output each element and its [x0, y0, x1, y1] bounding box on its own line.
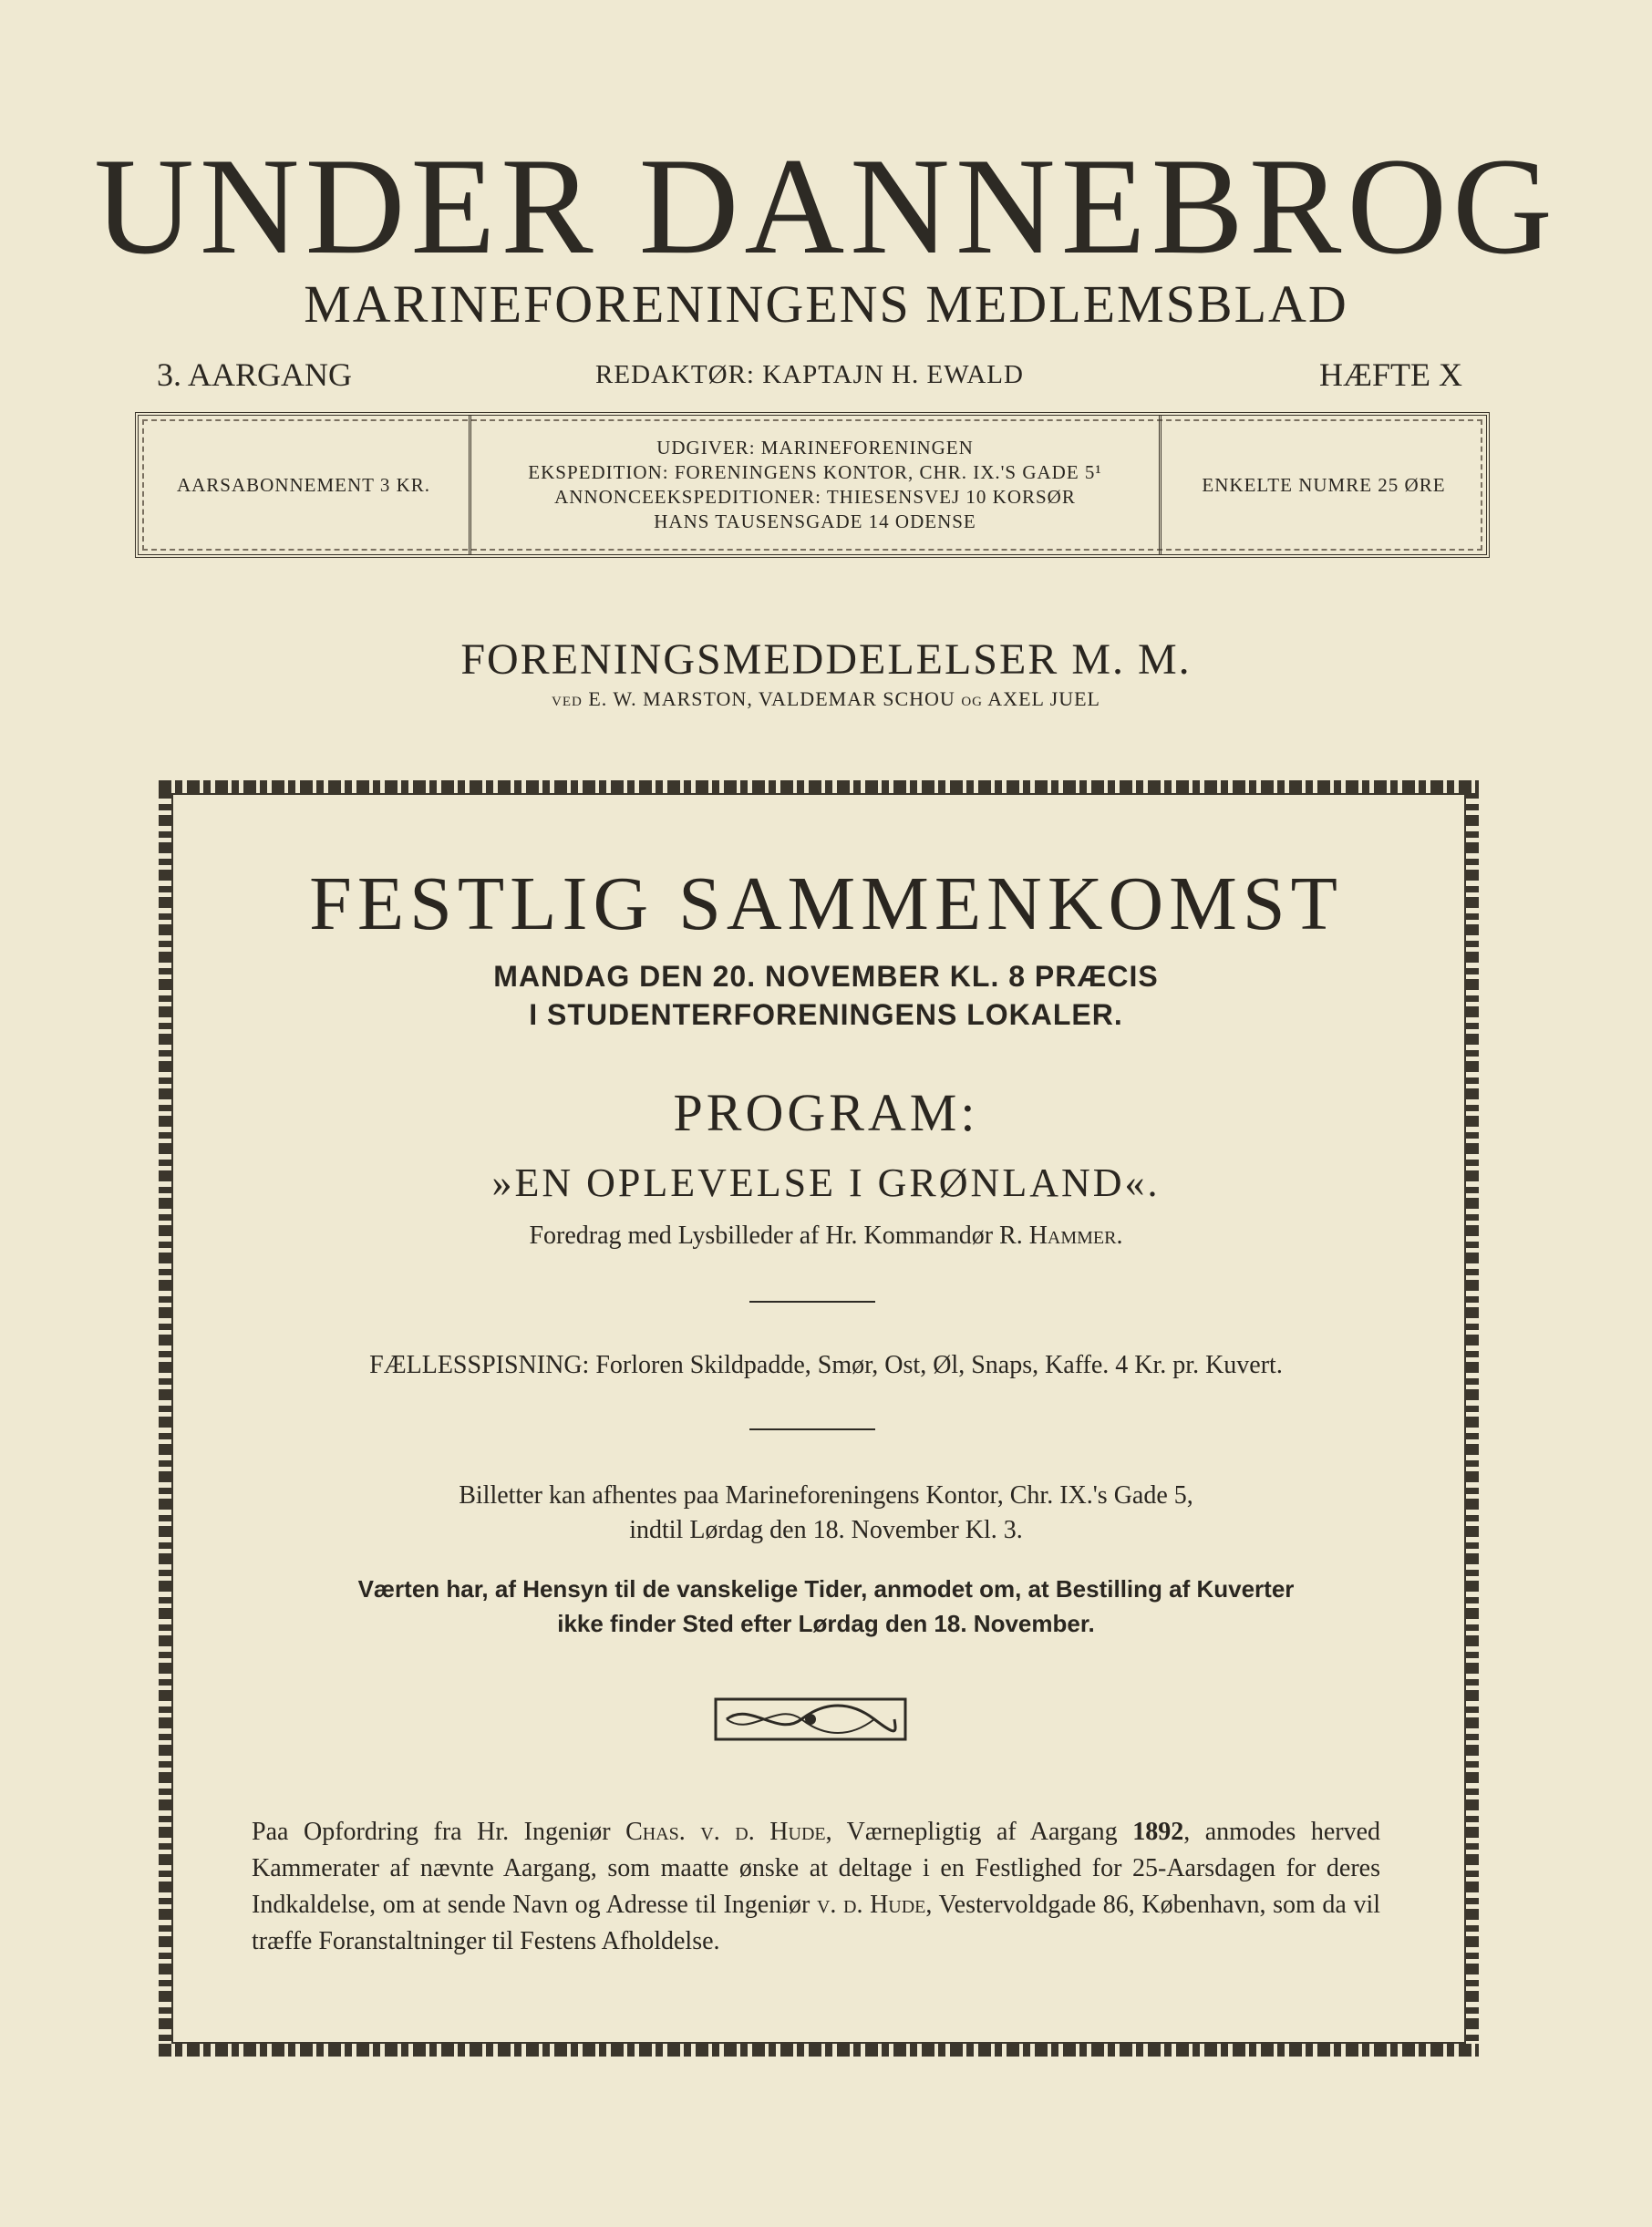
- byline-prefix: VED: [552, 695, 583, 709]
- publisher-line: UDGIVER: MARINEFORENINGEN: [656, 437, 974, 459]
- dinner-line: [0, 1351, 1652, 1380]
- ads-line-2: HANS TAUSENSGADE 14 ODENSE: [654, 510, 976, 532]
- subscription-price: AARSABONNEMENT 3 KR.: [176, 473, 431, 496]
- announcement-paragraph: [252, 1814, 1380, 1960]
- announcement-name-2: v. d. Hude: [816, 1891, 926, 1919]
- announcement-text-2: , Værnepligtig af Aargang: [825, 1818, 1133, 1846]
- talk-title: »EN OPLEVELSE I GRØNLAND«.: [491, 1160, 1161, 1205]
- expedition-line: EKSPEDITION: FORENINGENS KONTOR, CHR. IX.'S GADE 5¹: [528, 461, 1102, 483]
- divider-rule-1: [749, 1301, 875, 1303]
- section-title: FORENINGSMEDDELELSER M. M.: [460, 635, 1192, 684]
- byline-and: OG: [961, 695, 983, 709]
- host-notice: [0, 1572, 1652, 1641]
- announcement-text-4: , Vestervoldgade 86, København, som da vil træffe Foranstaltninger til Festens Afholdelse.: [252, 1891, 1381, 1955]
- masthead-title: UNDER DANNEBROG: [94, 129, 1558, 283]
- publisher-details: [469, 416, 1162, 554]
- talk-speaker: Hammer.: [1028, 1222, 1123, 1250]
- tickets-line-2: indtil Lørdag den 18. November Kl. 3.: [629, 1516, 1023, 1544]
- dinner-menu: : Forloren Skildpadde, Smør, Ost, Øl, Snaps, Kaffe. 4 Kr. pr. Kuvert.: [582, 1351, 1283, 1379]
- issue-label: HÆFTE X: [1318, 356, 1462, 393]
- announcement-name-1: Chas. v. d. Hude: [625, 1818, 826, 1846]
- tickets-line-1: Billetter kan afhentes paa Marineforeningens Kontor, Chr. IX.'s Gade 5,: [459, 1481, 1193, 1510]
- volume-label: 3. AARGANG: [157, 356, 353, 393]
- ornament-divider-icon: [714, 1696, 907, 1743]
- byline-last: AXEL JUEL: [987, 687, 1100, 710]
- section-byline: [0, 687, 1652, 711]
- editor-label: REDAKTØR: KAPTAJN H. EWALD: [595, 360, 1024, 389]
- event-venue-line: I STUDENTERFORENINGENS LOKALER.: [529, 998, 1123, 1031]
- talk-desc-text: Foredrag med Lysbilleder af Hr. Kommandør R.: [529, 1222, 1023, 1250]
- masthead-subtitle: MARINEFORENINGENS MEDLEMSBLAD: [304, 274, 1348, 334]
- ads-line-1: ANNONCEEKSPEDITIONER: THIESENSVEJ 10 KORSØR: [554, 486, 1076, 508]
- single-issue-price: ENKELTE NUMRE 25 ØRE: [1202, 473, 1446, 496]
- announcement-text-1: Paa Opfordring fra Hr. Ingeniør: [252, 1818, 626, 1846]
- dinner-label: FÆLLESSPISNING: [369, 1351, 583, 1379]
- talk-description: [0, 1222, 1652, 1251]
- event-datetime: [0, 957, 1652, 1034]
- program-heading: PROGRAM:: [673, 1083, 979, 1142]
- announcement-text-3: , anmodes herved Kammerater af nævnte Aargang, som maatte ønske at deltage i en Festlighed for 25-Aarsdagen for deres Indkaldelse, om at sende Navn og Adresse til Ingeniør: [252, 1818, 1380, 1919]
- byline-names: E. W. MARSTON, VALDEMAR SCHOU: [588, 687, 955, 710]
- event-date-line: MANDAG DEN 20. NOVEMBER KL. 8 PRÆCIS: [493, 960, 1159, 993]
- notice-line-1: Værten har, af Hensyn til de vanskelige Tider, anmodet om, at Bestilling af Kuverter: [357, 1575, 1295, 1603]
- announcement-year: 1892: [1132, 1818, 1184, 1846]
- publication-info-box: [135, 412, 1490, 558]
- ticket-info: [0, 1479, 1652, 1548]
- divider-rule-2: [749, 1428, 875, 1430]
- event-title: FESTLIG SAMMENKOMST: [309, 861, 1343, 946]
- notice-line-2: ikke finder Sted efter Lørdag den 18. November.: [557, 1610, 1095, 1637]
